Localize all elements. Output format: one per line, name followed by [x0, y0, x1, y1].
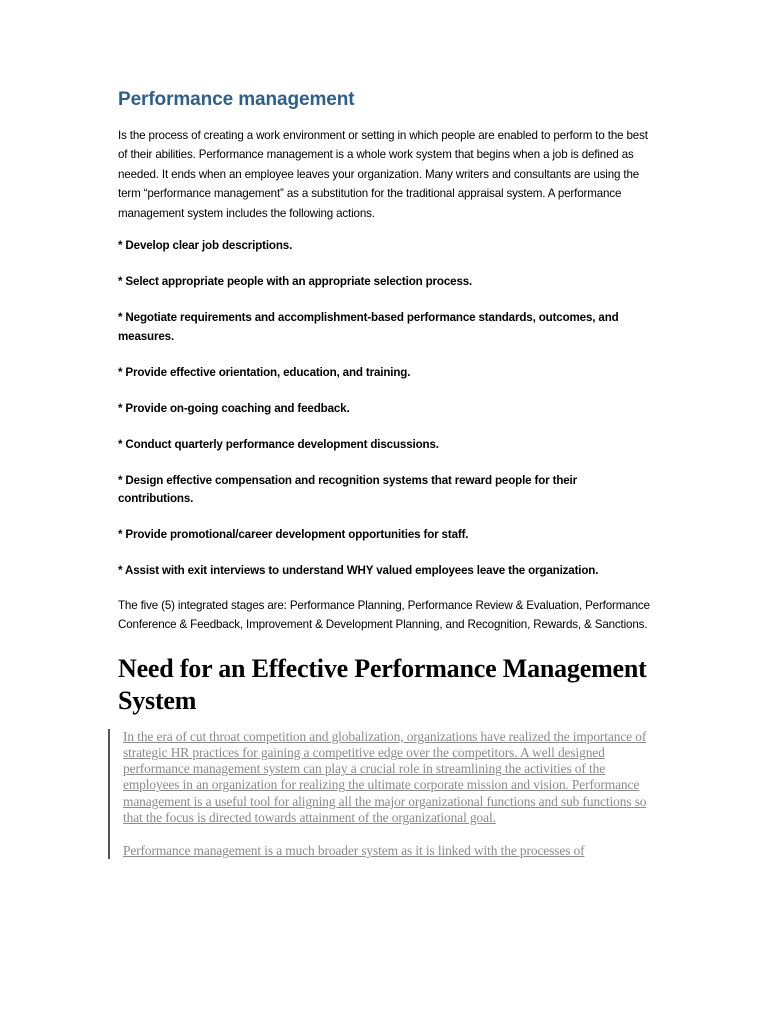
action-item: * Provide promotional/career development opportunities for staff. [118, 528, 469, 542]
action-item: * Provide on-going coaching and feedback. [118, 401, 350, 415]
excerpt-paragraph[interactable]: In the era of cut throat competition and globalization, organizations have realized the importance of strategic HR practices for gaining a competitive edge over the competitors. A well designed performance management system can play a crucial role in streamlining the activities of the employees in an organization for realizing the ultimate corporate mission and vision. Performance management is a useful tool for aligning all the major organizational functions and sub functions so that the focus is directed towards attainment of the organizational goal. [123, 728, 647, 825]
action-item: * Negotiate requirements and accomplishment-based performance standards, outcomes, and measures. [118, 311, 619, 343]
quoted-excerpt [108, 729, 663, 859]
action-item: * Provide effective orientation, education, and training. [118, 365, 411, 379]
action-item: * Develop clear job descriptions. [118, 239, 293, 253]
intro-paragraph: Is the process of creating a work environment or setting in which people are enabled to perform to the best of their abilities. Performance management is a whole work system that begins when a job is defined as needed. It ends when an employee leaves your organization. Many writers and consultants are using the term “performance management” as a substitution for the traditional appraisal system. A performance management system includes the following actions. [118, 129, 648, 220]
section-heading-performance-management: Performance management [118, 89, 355, 110]
action-item: * Select appropriate people with an appropriate selection process. [118, 275, 473, 289]
action-item: * Assist with exit interviews to understand WHY valued employees leave the organization. [118, 564, 599, 578]
action-list [118, 237, 654, 581]
action-item: * Design effective compensation and recognition systems that reward people for their contributions. [118, 473, 577, 506]
action-item: * Conduct quarterly performance development discussions. [118, 437, 439, 451]
excerpt-paragraph[interactable]: Performance management is a much broader system as it is linked with the processes of [123, 843, 585, 859]
document-page [118, 88, 654, 859]
section-heading-need-effective-pms: Need for an Effective Performance Management System [118, 653, 647, 715]
stages-paragraph: The five (5) integrated stages are: Performance Planning, Performance Review & Evaluation, Performance Conference & Feedback, Improvement & Development Planning, and Recognition, Rewards, & Sanctions. [118, 599, 650, 632]
